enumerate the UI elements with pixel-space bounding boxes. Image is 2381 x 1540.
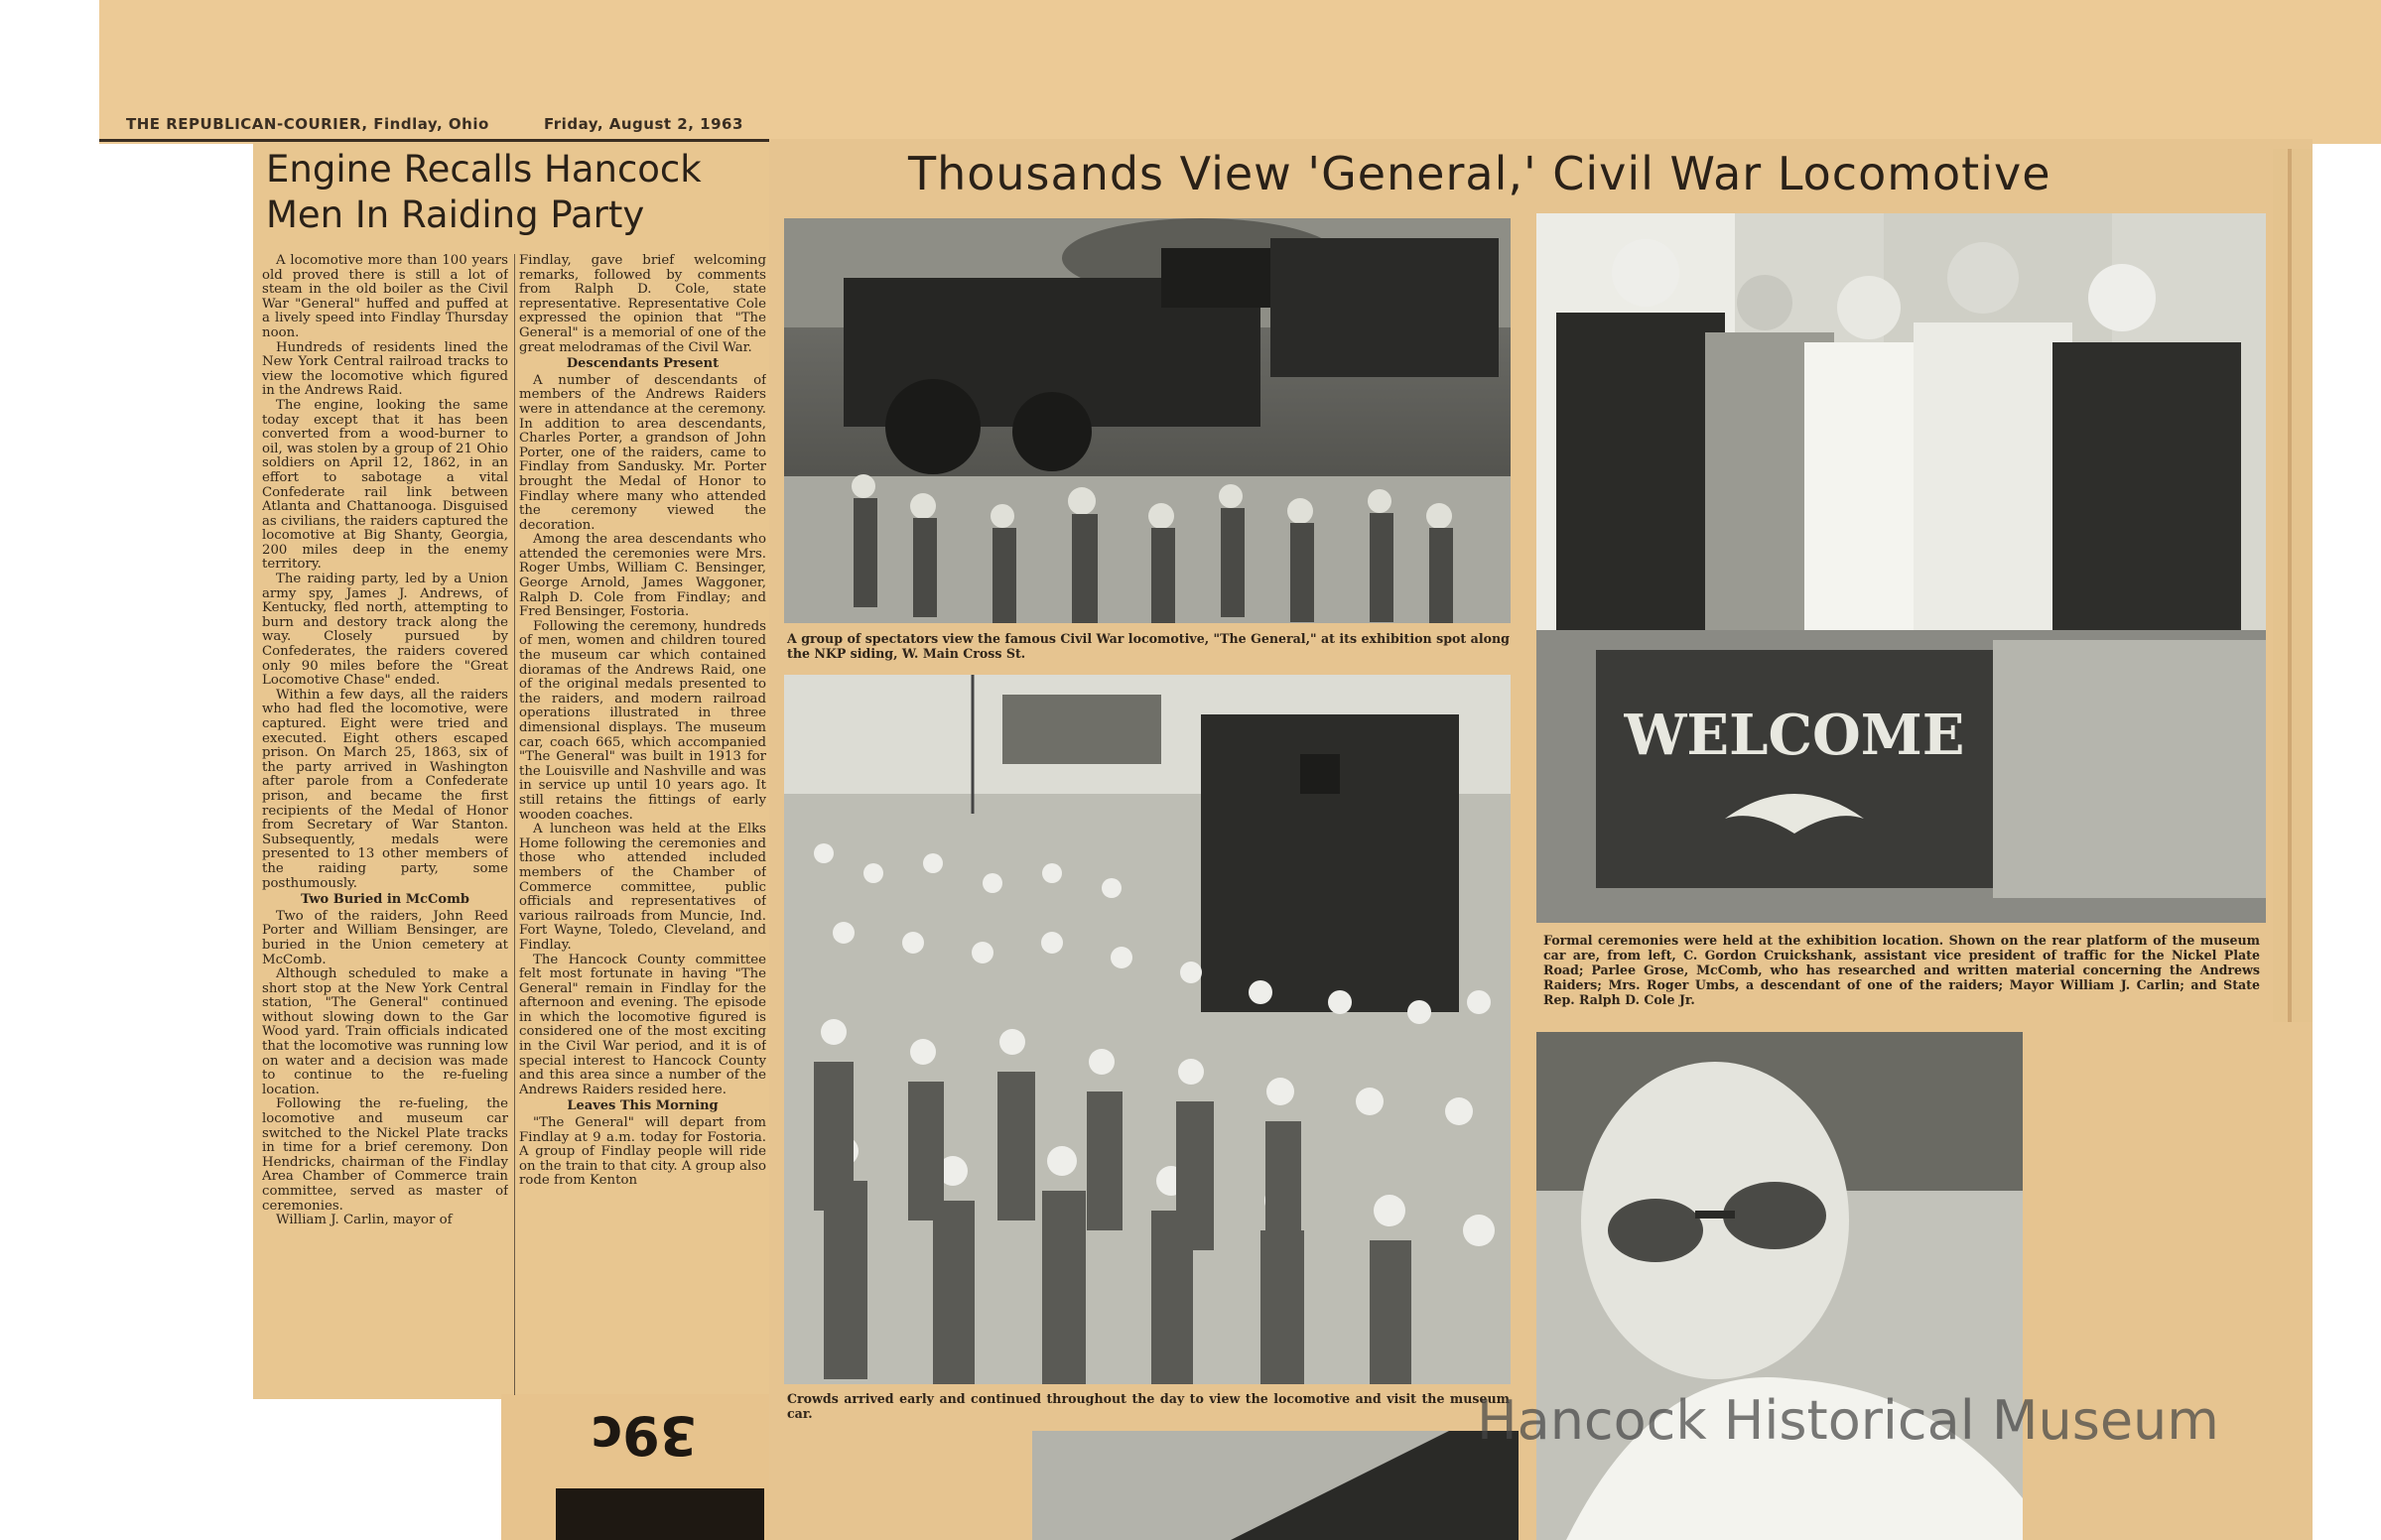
paragraph: William J. Carlin, mayor of [276,1213,453,1228]
paragraph: "The General" will depart from Findlay at 9 a.m. today for Fostoria. A group of Findlay people will ride on the train to that city. A group also rode from Kenton [519,1115,766,1189]
ad-fragment-bar [556,1488,764,1540]
paragraph: Following the ceremony, hundreds of men, women and children toured the museum car which contained dioramas of the Andrews Raid, one of the original medals presented to the raiders, and modern railroad operations illustrated in three dimensional displays. The museum car, coach 665, which accompanied "The General" was built in 1913 for the Louisville and Nashville and was in service up until 10 years ago. It still retains the fittings of early wooden coaches. [519,618,766,823]
story-column-1 [262,254,508,1395]
photo-locomotive-spectators [784,218,1511,623]
story-column-2 [519,254,766,1395]
caption-crowds: Crowds arrived early and continued throughout the day to view the locomotive and visit the museum car. [787,1391,1510,1421]
paragraph: The Hancock County committee felt most fortunate in having "The General" remain in Findlay for the afternoon and evening. The episode in which the locomotive figured is considered one of the most exciting in the Civil War period, and it is of special interest to Hancock County and this area since a number of the Andrews Raiders resided here. [519,952,766,1097]
paragraph: Within a few days, all the raiders who had fled the locomotive, were captured. Eight were tried and executed. Eight others escaped prison. On March 25, 1863, six of the party arrived in Washington after parole from a Confederate prison, and became the first recipients of the Medal of Honor from Secretary of War Stanton. Subsequently, medals were presented to 13 other members of the raiding party, some posthumously. [262,687,508,891]
story-headline [266,147,723,238]
photo-ceremony-group [1536,213,2266,923]
column-rule [514,254,515,1395]
masthead-paper: THE REPUBLICAN-COURIER, Findlay, Ohio [126,115,489,133]
paragraph: A locomotive more than 100 years old proved there is still a lot of steam in the old boiler as the Civil War "General" huffed and puffed at a lively speed into Findlay Thursday noon. [262,254,508,340]
photo-crowds [784,675,1511,1384]
clipping-right-strip [2273,149,2313,1022]
paragraph: The engine, looking the same today except that it has been converted from a wood-burner to oil, was stolen by a group of 21 Ohio soldiers on April 12, 1862, in an effort to sabotage a vital Confederate rail link between Atlanta and Chattanooga. Disguised as civilians, the raiders captured the locomotive at Big Shanty, Georgia, 200 miles deep in the enemy territory. [262,397,508,573]
headline-line-1: Engine Recalls Hancock [266,148,702,191]
caption-locomotive-spectators: A group of spectators view the famous Civil War locomotive, "The General," at its exhibition spot along the NKP siding, W. Main Cross St. [787,631,1510,661]
paragraph: A luncheon was held at the Elks Home following the ceremonies and those who attended included members of the Chamber of Commerce committee, public officials and representatives of various railroads from Muncie, Ind. Fort Wayne, Toledo, Cleveland, and Findlay. [519,822,766,953]
caption-ceremony-group: Formal ceremonies were held at the exhibition location. Shown on the rear platform of the museum car are, from left, C. Gordon Cruickshank, assistant vice president of traffic for the Nickel Plate Road; Parlee Grose, McComb, who has researched and written material concerning the Andrews Raiders; Mrs. Roger Umbs, a descendant of one of the raiders; Mayor William J. Carlin; and State Rep. Ralph D. Cole Jr. [1543,933,2260,1007]
headline-line-2: Men In Raiding Party [266,193,645,236]
photo-cutoff-fragment [1032,1431,1519,1540]
photo-portrait-man [1536,1032,2023,1540]
paragraph: Findlay, gave brief welcoming remarks, followed by comments from Ralph D. Cole, state representative. Representative Cole expressed the opinion that "The General" is a memorial of one of the great melodramas of the Civil War. [519,254,766,355]
watermark: Hancock Historical Museum [1477,1389,2219,1452]
subhead: Two Buried in McComb [301,892,469,908]
ad-price-fragment: 39c [591,1404,698,1467]
welcome-banner-text: WELCOME [1624,703,1965,768]
masthead-rule [99,139,769,142]
paragraph: The raiding party, led by a Union army spy, James J. Andrews, of Kentucky, fled north, attempting to burn and destory track along the way. Closely pursued by Confederates, the raiders covered only 90 miles before the "Great Locomotive Chase" ended. [262,572,508,689]
fold-line [2288,149,2292,1022]
paragraph: A number of descendants of members of the Andrews Raiders were in attendance at the ceremony. In addition to area descendants, Charles Porter, a grandson of John Porter, one of the raiders, came to Findlay from Sandusky. Mr. Porter brought the Medal of Honor to Findlay where many who attended the ceremony viewed the decoration. [519,372,766,533]
photo-story-banner: Thousands View 'General,' Civil War Locomotive [908,147,2051,200]
masthead-date: Friday, August 2, 1963 [544,115,743,133]
paragraph: Two of the raiders, John Reed Porter and William Bensinger, are buried in the Union cemetery at McComb. [262,908,508,967]
subhead: Leaves This Morning [567,1098,719,1114]
paragraph: Hundreds of residents lined the New York Central railroad tracks to view the locomotive which figured in the Andrews Raid. [262,339,508,399]
subhead: Descendants Present [566,356,720,372]
paragraph: Although scheduled to make a short stop at the New York Central station, "The General" continued without slowing down to the Gar Wood yard. Train officials indicated that the locomotive was running low on water and a decision was made to continue to the re-fueling location. [262,966,508,1097]
paragraph: Among the area descendants who attended the ceremonies were Mrs. Roger Umbs, William C. Bensinger, George Arnold, James Waggoner, Ralph D. Cole from Findlay; and Fred Bensinger, Fostoria. [519,532,766,620]
paragraph: Following the re-fueling, the locomotive and museum car switched to the Nickel Plate tracks in time for a brief ceremony. Don Hendricks, chairman of the Findlay Area Chamber of Commerce train committee, served as master of ceremonies. [262,1096,508,1214]
